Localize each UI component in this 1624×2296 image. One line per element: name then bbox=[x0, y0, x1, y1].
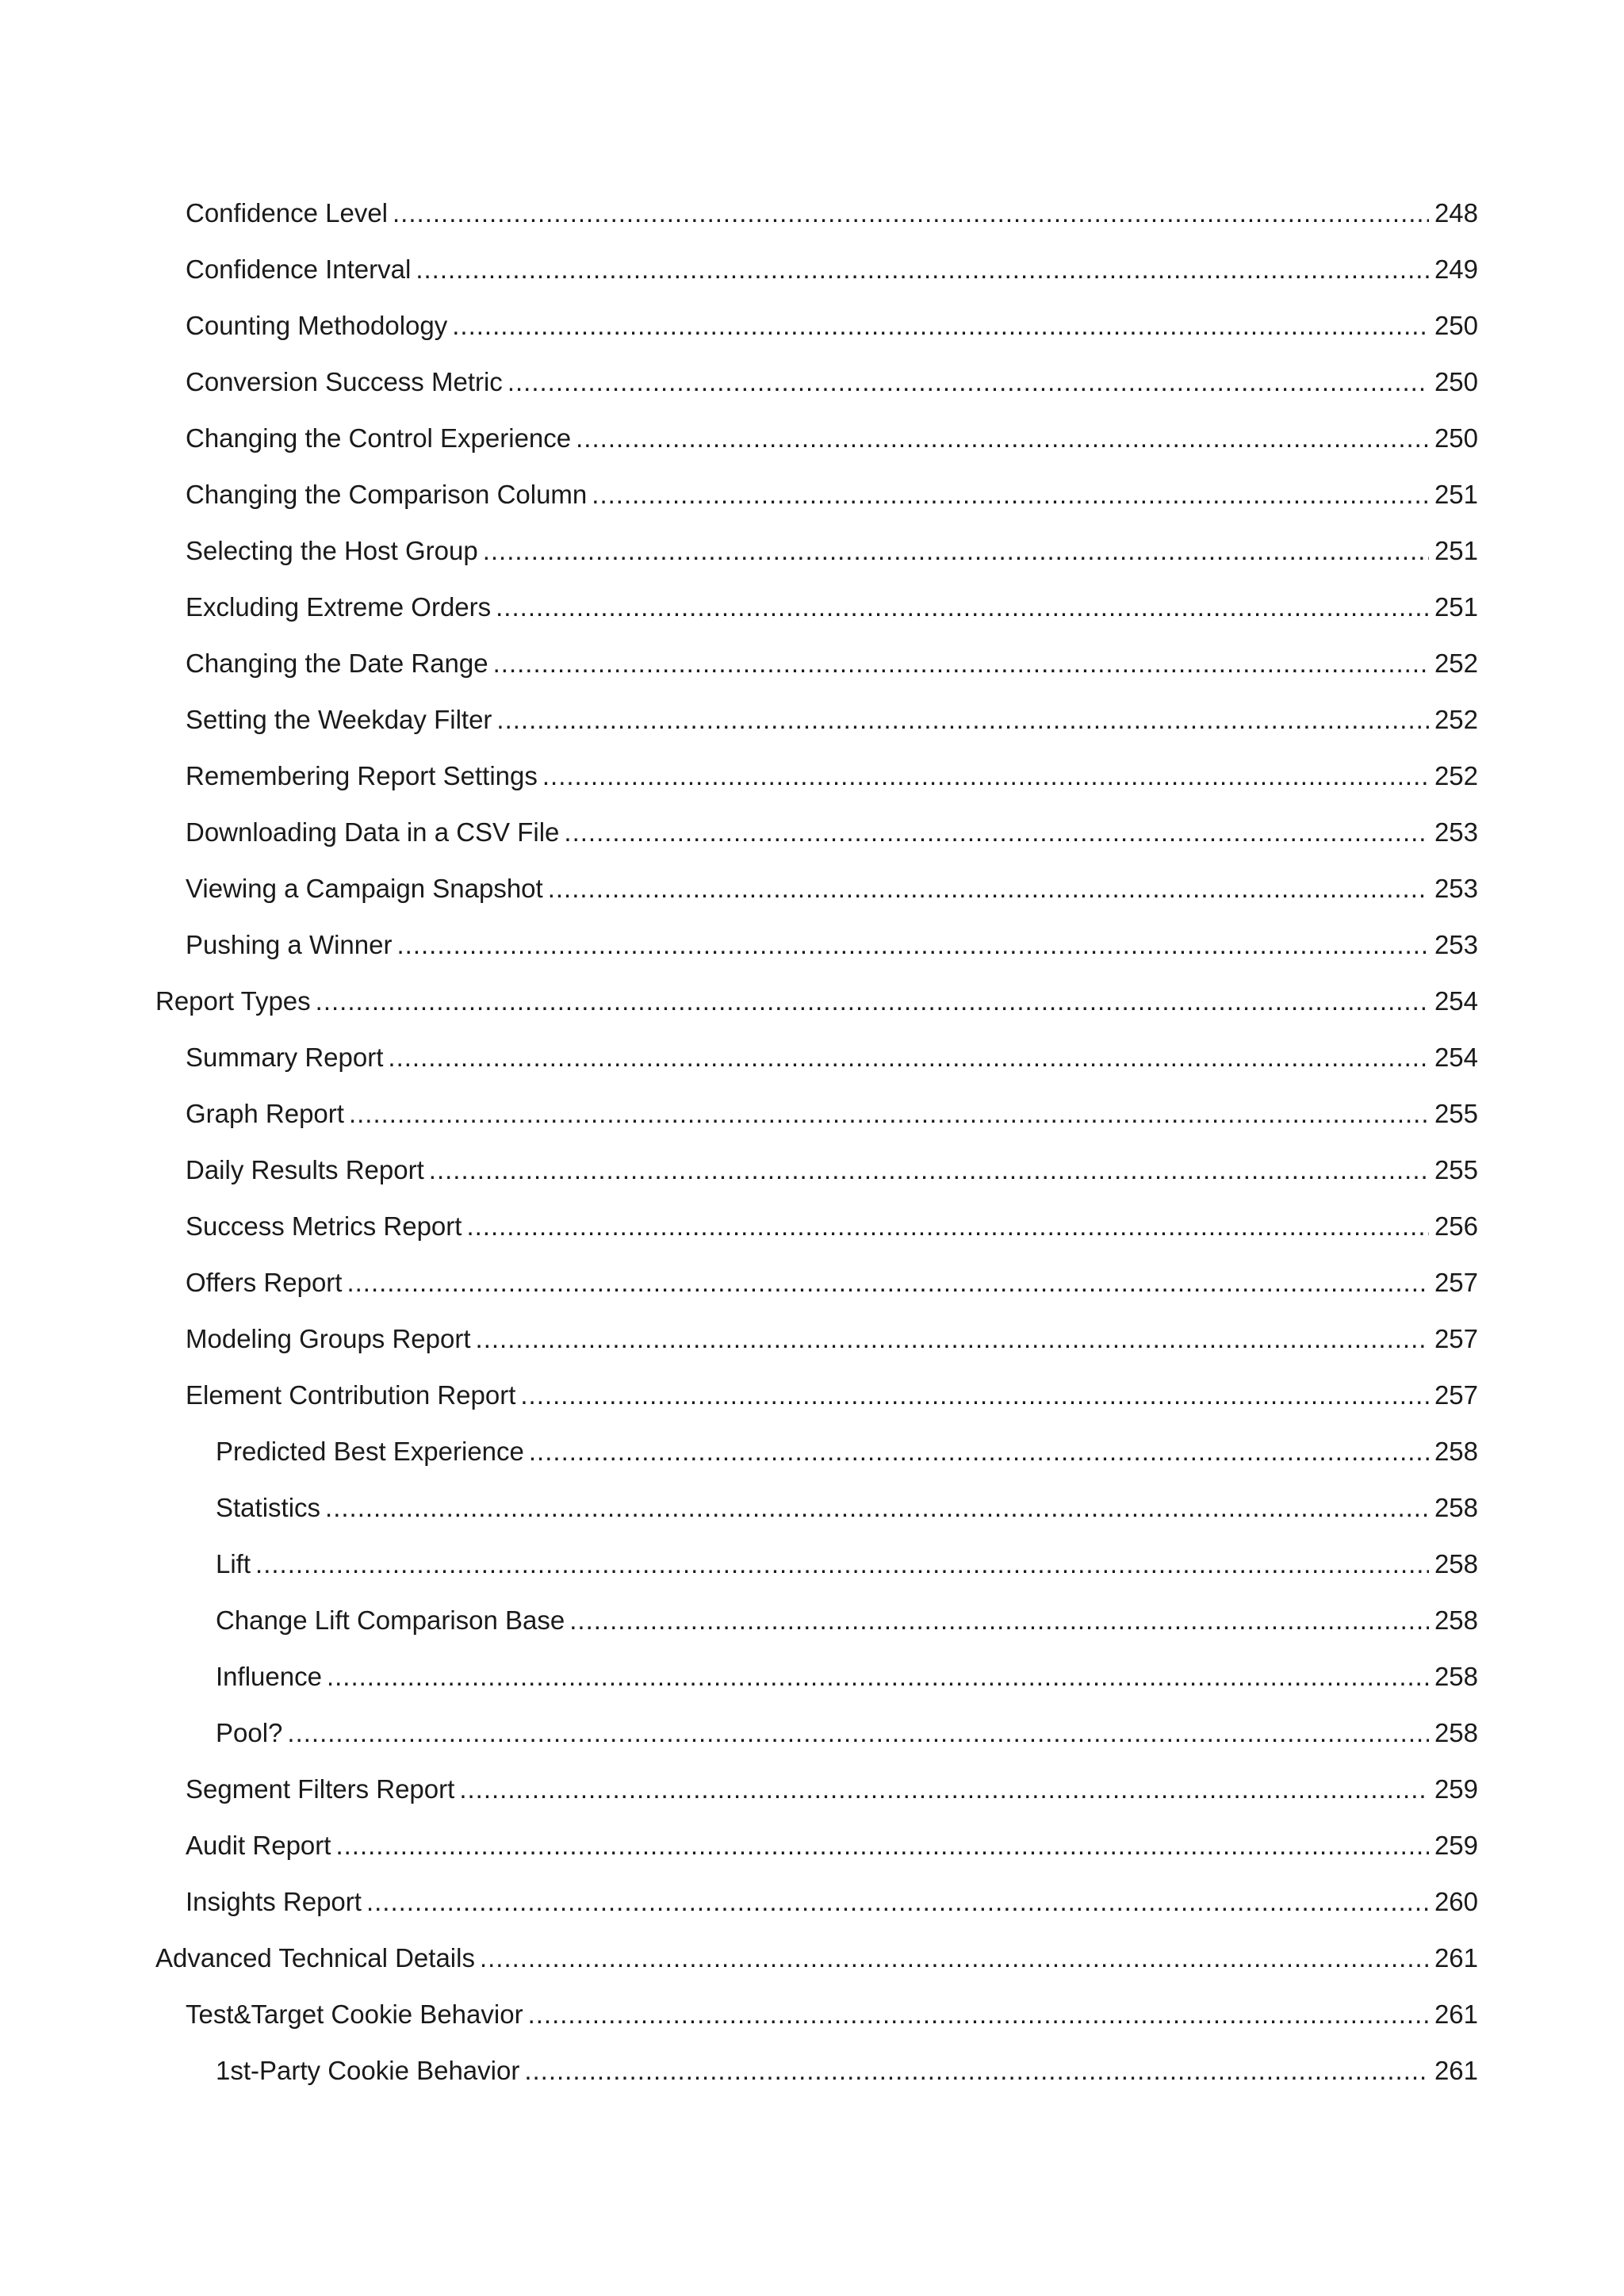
toc-entry[interactable] bbox=[155, 476, 1478, 532]
toc-dot-leader bbox=[569, 1601, 1429, 1640]
toc-dot-leader bbox=[480, 1939, 1429, 1977]
toc-page-number: 253 bbox=[1434, 874, 1478, 903]
toc-page-number: 249 bbox=[1434, 254, 1478, 284]
toc-entry[interactable] bbox=[155, 1714, 1478, 1770]
toc-entry-title: Downloading Data in a CSV File bbox=[186, 817, 560, 847]
toc-dot-leader bbox=[327, 1658, 1429, 1696]
toc-entry-title: Viewing a Campaign Snapshot bbox=[186, 874, 543, 903]
toc-entry-title: Changing the Date Range bbox=[186, 649, 488, 678]
toc-dot-leader bbox=[483, 532, 1429, 570]
toc-dot-leader bbox=[542, 757, 1429, 795]
toc-entry-title: Excluding Extreme Orders bbox=[186, 592, 492, 622]
toc-dot-leader bbox=[388, 1039, 1429, 1077]
toc-entry[interactable] bbox=[155, 982, 1478, 1039]
toc-entry[interactable] bbox=[155, 363, 1478, 419]
toc-page-number: 258 bbox=[1434, 1605, 1478, 1635]
toc-dot-leader bbox=[349, 1095, 1429, 1133]
toc-page-number: 258 bbox=[1434, 1437, 1478, 1466]
toc-page-number: 257 bbox=[1434, 1380, 1478, 1410]
toc-dot-leader bbox=[564, 813, 1429, 851]
toc-entry-title: Counting Methodology bbox=[186, 311, 448, 340]
toc-dot-leader bbox=[416, 251, 1429, 289]
toc-entry-title: Advanced Technical Details bbox=[155, 1943, 475, 1973]
toc-entry[interactable] bbox=[155, 307, 1478, 363]
toc-dot-leader bbox=[396, 926, 1429, 964]
toc-page-number: 251 bbox=[1434, 592, 1478, 622]
toc-page-number: 254 bbox=[1434, 986, 1478, 1016]
toc-page-number: 251 bbox=[1434, 536, 1478, 565]
toc-page-number: 259 bbox=[1434, 1831, 1478, 1860]
toc-entry-title: Changing the Control Experience bbox=[186, 423, 572, 453]
toc-page-number: 254 bbox=[1434, 1043, 1478, 1072]
toc-page-number: 261 bbox=[1434, 1999, 1478, 2029]
toc-page-number: 250 bbox=[1434, 423, 1478, 453]
toc-entry-title: Change Lift Comparison Base bbox=[216, 1605, 565, 1635]
toc-page-number: 252 bbox=[1434, 705, 1478, 734]
toc-entry[interactable] bbox=[155, 1883, 1478, 1939]
toc-entry[interactable] bbox=[155, 1320, 1478, 1376]
toc-dot-leader bbox=[347, 1264, 1429, 1302]
toc-entry-title: Confidence Interval bbox=[186, 254, 412, 284]
toc-entry-title: Success Metrics Report bbox=[186, 1211, 462, 1241]
toc-page-number: 260 bbox=[1434, 1887, 1478, 1916]
toc-entry[interactable] bbox=[155, 588, 1478, 645]
toc-dot-leader bbox=[452, 307, 1429, 345]
toc-page-number: 258 bbox=[1434, 1493, 1478, 1522]
toc-dot-leader bbox=[476, 1320, 1429, 1358]
toc-entry[interactable] bbox=[155, 1151, 1478, 1207]
toc-entry[interactable] bbox=[155, 1376, 1478, 1433]
toc-dot-leader bbox=[459, 1770, 1429, 1808]
toc-dot-leader bbox=[520, 1376, 1429, 1414]
toc-dot-leader bbox=[366, 1883, 1429, 1921]
toc-page-number: 250 bbox=[1434, 367, 1478, 396]
toc-entry-title: Test&Target Cookie Behavior bbox=[186, 1999, 523, 2029]
toc-entry[interactable] bbox=[155, 1489, 1478, 1545]
toc-page-number: 255 bbox=[1434, 1099, 1478, 1128]
toc-entry[interactable] bbox=[155, 870, 1478, 926]
toc-entry-title: Changing the Comparison Column bbox=[186, 480, 588, 509]
toc-entry-title: 1st-Party Cookie Behavior bbox=[216, 2056, 520, 2085]
toc-entry[interactable] bbox=[155, 757, 1478, 813]
toc-entry-title: Report Types bbox=[155, 986, 311, 1016]
toc-dot-leader bbox=[393, 194, 1429, 232]
toc-entry-title: Confidence Level bbox=[186, 198, 389, 228]
toc-dot-leader bbox=[548, 870, 1429, 908]
toc-dot-leader bbox=[255, 1545, 1429, 1583]
toc-entry[interactable] bbox=[155, 1996, 1478, 2052]
toc-dot-leader bbox=[466, 1207, 1429, 1246]
toc-entry-title: Predicted Best Experience bbox=[216, 1437, 524, 1466]
toc-entry[interactable] bbox=[155, 701, 1478, 757]
toc-page-number: 252 bbox=[1434, 649, 1478, 678]
toc-dot-leader bbox=[335, 1827, 1429, 1865]
toc-page-number: 259 bbox=[1434, 1774, 1478, 1804]
toc-entry[interactable] bbox=[155, 645, 1478, 701]
toc-page-number: 255 bbox=[1434, 1155, 1478, 1184]
toc-entry[interactable] bbox=[155, 419, 1478, 476]
toc-dot-leader bbox=[493, 645, 1429, 683]
toc-page-number: 252 bbox=[1434, 761, 1478, 790]
toc-page-number: 253 bbox=[1434, 817, 1478, 847]
toc-entry[interactable] bbox=[155, 813, 1478, 870]
toc-entry-title: Offers Report bbox=[186, 1268, 343, 1297]
toc-entry-title: Influence bbox=[216, 1662, 322, 1691]
toc-entry-title: Summary Report bbox=[186, 1043, 384, 1072]
toc-page-number: 261 bbox=[1434, 1943, 1478, 1973]
toc-entry-title: Remembering Report Settings bbox=[186, 761, 538, 790]
toc-page-number: 253 bbox=[1434, 930, 1478, 959]
toc-dot-leader bbox=[524, 2052, 1429, 2090]
toc-entry[interactable] bbox=[155, 1039, 1478, 1095]
toc-entry-title: Insights Report bbox=[186, 1887, 362, 1916]
toc-entry-title: Graph Report bbox=[186, 1099, 344, 1128]
toc-entry[interactable] bbox=[155, 1095, 1478, 1151]
toc-page-number: 258 bbox=[1434, 1718, 1478, 1747]
toc-entry-title: Pushing a Winner bbox=[186, 930, 393, 959]
toc-entry-title: Element Contribution Report bbox=[186, 1380, 516, 1410]
toc-dot-leader bbox=[429, 1151, 1429, 1189]
toc-dot-leader bbox=[529, 1433, 1429, 1471]
toc-entry[interactable] bbox=[155, 926, 1478, 982]
toc-entry[interactable] bbox=[155, 532, 1478, 588]
toc-entry-title: Segment Filters Report bbox=[186, 1774, 455, 1804]
toc-dot-leader bbox=[496, 701, 1429, 739]
toc-dot-leader bbox=[576, 419, 1429, 457]
toc-entry[interactable] bbox=[155, 1770, 1478, 1827]
toc-entry-title: Lift bbox=[216, 1549, 251, 1578]
toc-entry-title: Audit Report bbox=[186, 1831, 331, 1860]
toc-entry[interactable] bbox=[155, 2052, 1478, 2108]
toc-entry[interactable] bbox=[155, 1433, 1478, 1489]
toc-entry[interactable] bbox=[155, 1207, 1478, 1264]
toc-page-number: 250 bbox=[1434, 311, 1478, 340]
table-of-contents bbox=[155, 194, 1478, 2108]
toc-page-number: 248 bbox=[1434, 198, 1478, 228]
toc-dot-leader bbox=[496, 588, 1429, 626]
toc-dot-leader bbox=[316, 982, 1429, 1020]
toc-dot-leader bbox=[287, 1714, 1429, 1752]
toc-dot-leader bbox=[592, 476, 1429, 514]
toc-page-number: 256 bbox=[1434, 1211, 1478, 1241]
toc-page-number: 261 bbox=[1434, 2056, 1478, 2085]
toc-page-number: 251 bbox=[1434, 480, 1478, 509]
toc-entry-title: Setting the Weekday Filter bbox=[186, 705, 492, 734]
toc-entry-title: Modeling Groups Report bbox=[186, 1324, 471, 1353]
toc-entry[interactable] bbox=[155, 1264, 1478, 1320]
toc-page-number: 257 bbox=[1434, 1324, 1478, 1353]
toc-entry[interactable] bbox=[155, 1939, 1478, 1996]
toc-entry-title: Statistics bbox=[216, 1493, 321, 1522]
toc-dot-leader bbox=[528, 1996, 1429, 2034]
toc-entry-title: Conversion Success Metric bbox=[186, 367, 503, 396]
toc-dot-leader bbox=[508, 363, 1429, 401]
toc-entry-title: Selecting the Host Group bbox=[186, 536, 478, 565]
toc-page-number: 258 bbox=[1434, 1662, 1478, 1691]
toc-entry[interactable] bbox=[155, 1658, 1478, 1714]
toc-entry[interactable] bbox=[155, 194, 1478, 251]
toc-entry-title: Pool? bbox=[216, 1718, 283, 1747]
toc-entry[interactable] bbox=[155, 251, 1478, 307]
toc-page-number: 257 bbox=[1434, 1268, 1478, 1297]
toc-page-number: 258 bbox=[1434, 1549, 1478, 1578]
toc-entry[interactable] bbox=[155, 1827, 1478, 1883]
toc-entry[interactable] bbox=[155, 1545, 1478, 1601]
toc-dot-leader bbox=[325, 1489, 1429, 1527]
toc-entry-title: Daily Results Report bbox=[186, 1155, 424, 1184]
toc-entry[interactable] bbox=[155, 1601, 1478, 1658]
